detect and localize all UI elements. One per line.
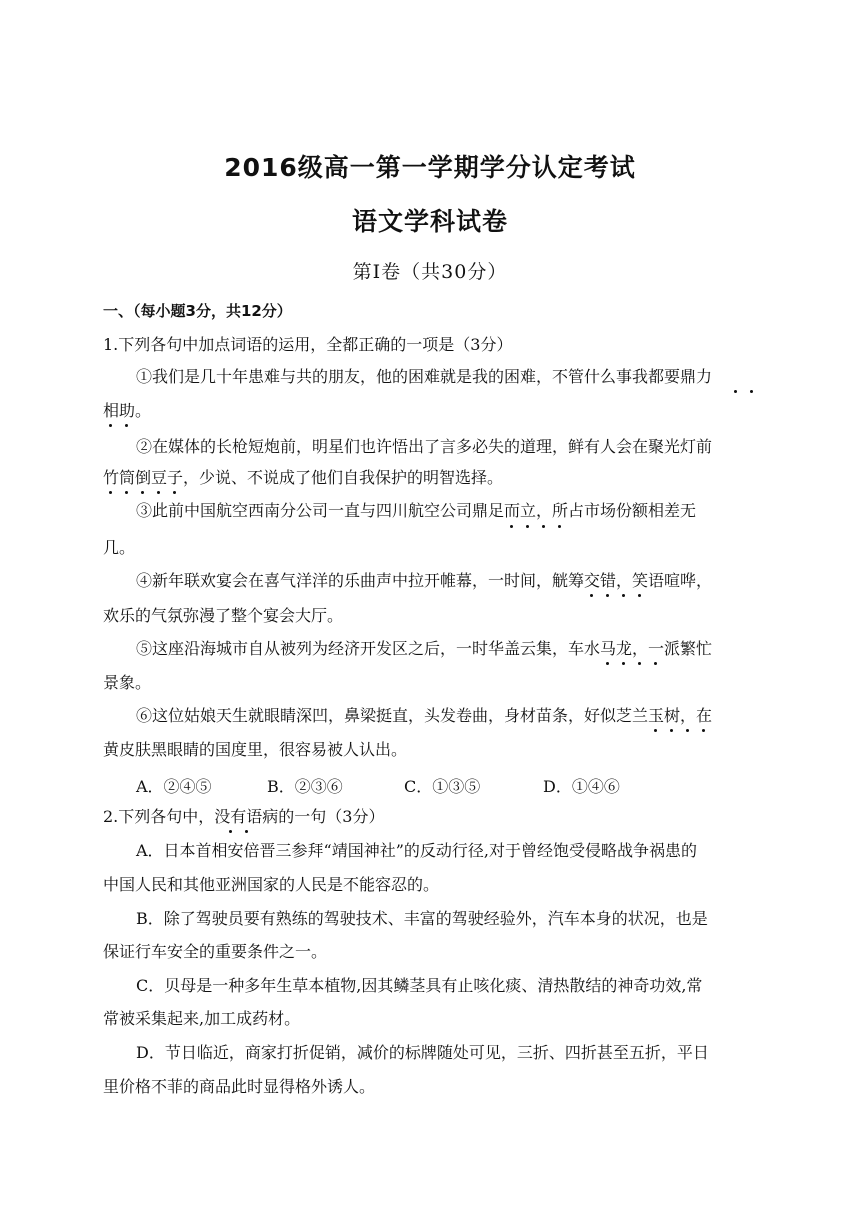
q2-option-a-cont: 中国人民和其他亚洲国家的人民是不能容忍的。 bbox=[103, 875, 440, 894]
q1-sentence-1-cont: 相助。 bbox=[103, 401, 152, 420]
q2-option-d-cont: 里价格不菲的商品此时显得格外诱人。 bbox=[103, 1077, 376, 1096]
option-c: C．①③⑤ bbox=[404, 777, 481, 796]
question-1-stem: 1.下列各句中加点词语的运用，全都正确的一项是（3分） bbox=[103, 335, 513, 354]
q1-sentence-6-cont: 黄皮肤黑眼睛的国度里，很容易被人认出。 bbox=[103, 740, 408, 759]
q2-option-b-cont: 保证行车安全的重要条件之一。 bbox=[103, 942, 328, 961]
section-heading: 一、（每小题3分，共12分） bbox=[103, 302, 292, 320]
option-a: A．②④⑤ bbox=[136, 777, 212, 796]
q1-sentence-2-cont: 竹筒倒豆子，少说、不说成了他们自我保护的明智选择。 bbox=[103, 468, 504, 487]
q1-sentence-3: ③此前中国航空西南分公司一直与四川航空公司鼎足而立，所占市场份额相差无 bbox=[136, 501, 697, 520]
part-heading: 第Ⅰ卷（共30分） bbox=[352, 261, 508, 283]
q1-sentence-5: ⑤这座沿海城市自从被列为经济开发区之后，一时华盖云集，车水马龙，一派繁忙 bbox=[136, 639, 713, 658]
option-d: D．①④⑥ bbox=[543, 777, 620, 796]
subject-title: 语文学科试卷 bbox=[351, 207, 508, 236]
q2-option-a: A．日本首相安倍晋三参拜“靖国神社”的反动行径,对于曾经饱受侵略战争祸患的 bbox=[136, 841, 698, 860]
q1-sentence-1: ①我们是几十年患难与共的朋友，他的困难就是我的困难，不管什么事我都要鼎力 bbox=[136, 367, 713, 386]
q1-sentence-4-cont: 欢乐的气氛弥漫了整个宴会大厅。 bbox=[103, 606, 344, 625]
q1-sentence-2: ②在媒体的长枪短炮前，明星们也许悟出了言多必失的道理，鲜有人会在聚光灯前 bbox=[136, 437, 713, 456]
q2-option-b: B．除了驾驶员要有熟练的驾驶技术、丰富的驾驶经验外，汽车本身的状况，也是 bbox=[136, 909, 708, 928]
q2-option-c-cont: 常被采集起来,加工成药材。 bbox=[103, 1009, 301, 1028]
q1-sentence-3-cont: 几。 bbox=[103, 538, 136, 557]
q2-option-d: D．节日临近，商家打折促销，减价的标牌随处可见，三折、四折甚至五折，平日 bbox=[136, 1043, 709, 1062]
option-b: B．②③⑥ bbox=[267, 777, 343, 796]
exam-title: 2016级高一第一学期学分认定考试 bbox=[224, 153, 636, 182]
q2-option-c: C．贝母是一种多年生草本植物,因其鳞茎具有止咳化痰、清热散结的神奇功效,常 bbox=[136, 976, 703, 995]
question-2-stem: 2.下列各句中，没有语病的一句（3分） bbox=[103, 807, 385, 826]
q1-sentence-4: ④新年联欢宴会在喜气洋洋的乐曲声中拉开帷幕，一时间，觥筹交错，笑语喧哗， bbox=[136, 571, 713, 590]
q1-sentence-5-cont: 景象。 bbox=[103, 673, 152, 692]
q1-sentence-6: ⑥这位姑娘天生就眼睛深凹，鼻梁挺直，头发卷曲，身材苗条，好似芝兰玉树，在 bbox=[136, 706, 713, 725]
